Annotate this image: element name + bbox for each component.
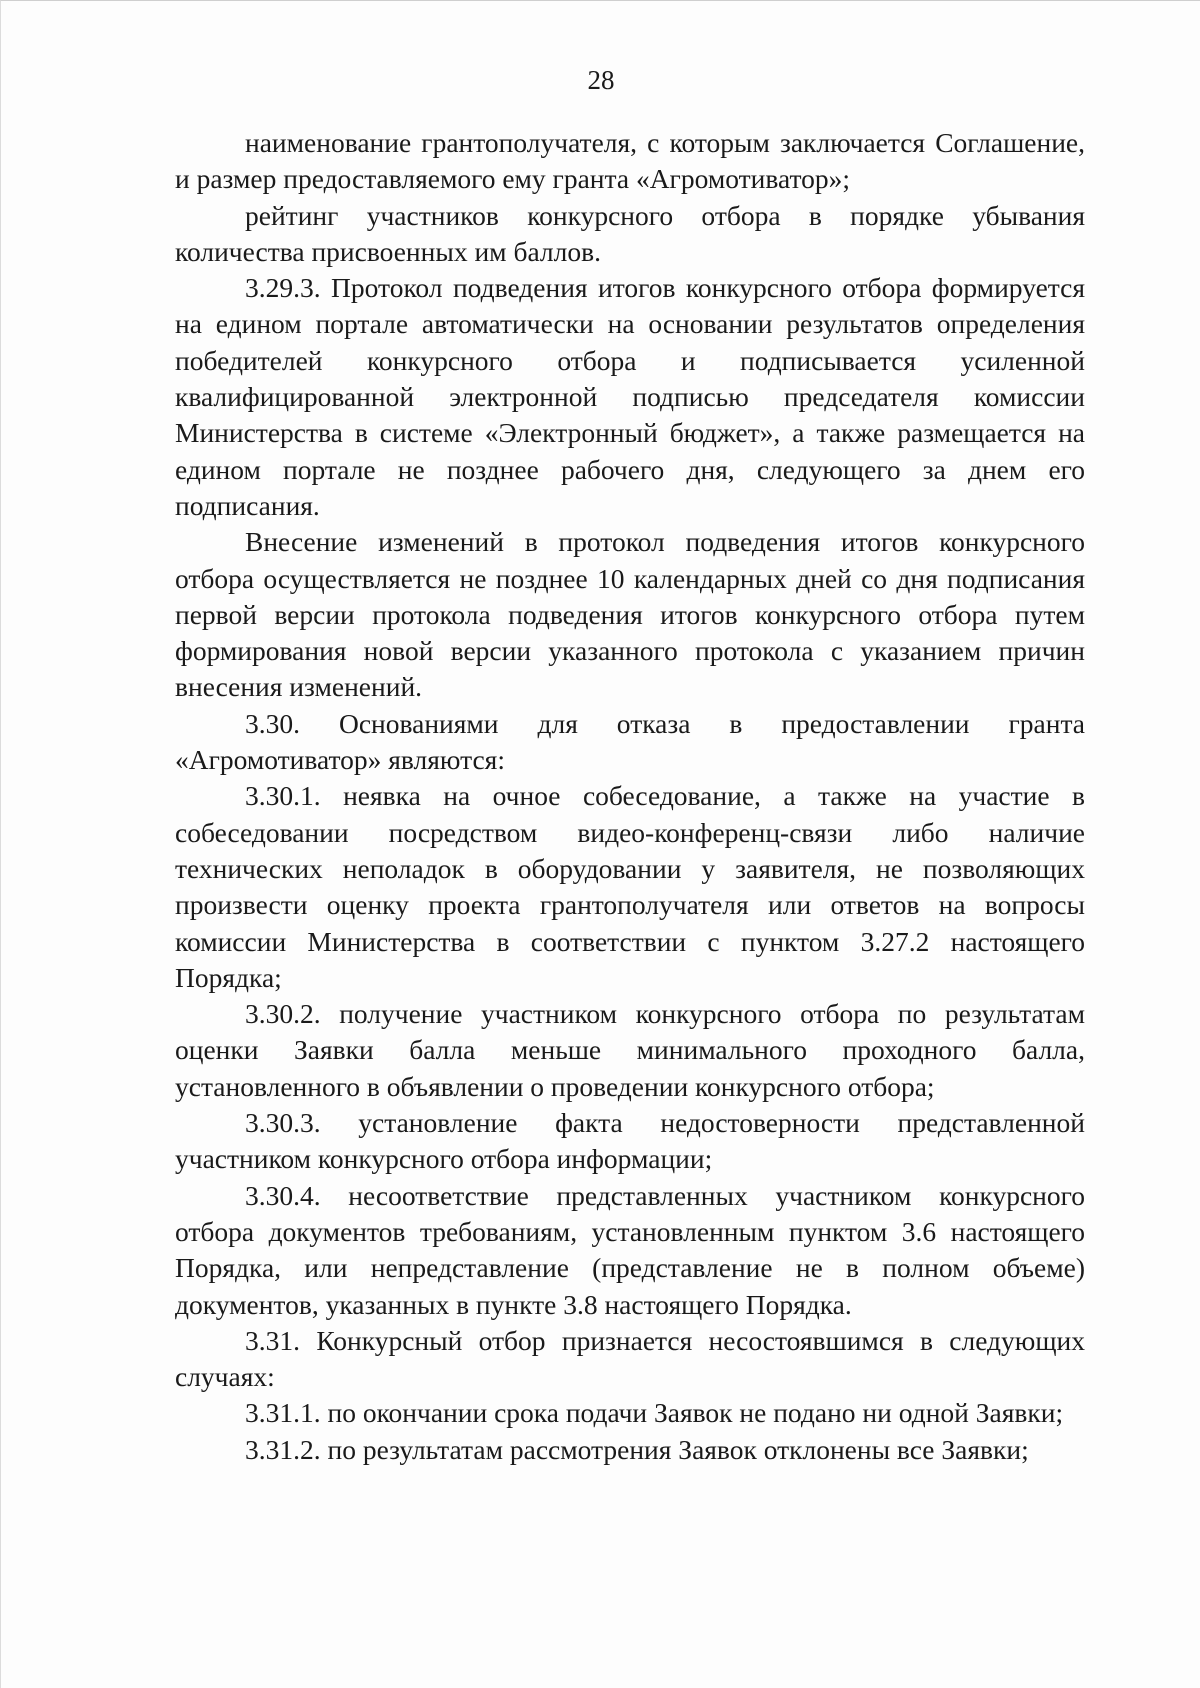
paragraph-3-30-4: 3.30.4. несоответствие представленных участником конкурсного отбора документов требованиям, установленным пунктом 3.6 настоящего Порядка, или непредставление (представление не в полном объеме) документов, указанных в пункте 3.8 настоящего Порядка. (175, 1179, 1085, 1320)
paragraph-grantee-name: наименование грантополучателя, с которым заключается Соглашение, и размер предоставляемого ему гранта «Агромотиватор»; (175, 127, 1085, 195)
paragraph-3-31-1: 3.31.1. по окончании срока подачи Заявок не подано ни одной Заявки; (245, 1397, 1064, 1429)
paragraph-protocol-changes: Внесение изменений в протокол подведения итогов конкурсного отбора осуществляется не позднее 10 календарных дней со дня подписания первой версии протокола подведения итогов конкурсного отбора путем формирования новой версии указанного протокола с указанием причин внесения изменений. (175, 526, 1085, 703)
paragraph-3-29-3: 3.29.3. Протокол подведения итогов конкурсного отбора формируется на едином портале автоматически на основании результатов определения победителей конкурсного отбора и подписывается усиленной квалифицированной электронной подписью председателя комиссии Министерства в системе «Электронный бюджет», а также размещается на едином портале не позднее рабочего дня, следующего за днем его подписания. (175, 272, 1085, 521)
paragraph-rating: рейтинг участников конкурсного отбора в порядке убывания количества присвоенных им баллов. (175, 199, 1085, 267)
paragraph-3-31-2: 3.31.2. по результатам рассмотрения Заявок отклонены все Заявки; (245, 1433, 1029, 1465)
document-body (175, 125, 1085, 1468)
paragraph-3-30-1: 3.30.1. неявка на очное собеседование, а также на участие в собеседовании посредством видео-конференц-связи либо наличие технических неполадок в оборудовании у заявителя, не позволяющих произвести оценку проекта грантополучателя или ответов на вопросы комиссии Министерства в соответствии с пунктом 3.27.2 настоящего Порядка; (175, 780, 1085, 993)
paragraph-3-30-3: 3.30.3. установление факта недостоверности представленной участником конкурсного отбора информации; (175, 1107, 1085, 1175)
paragraph-3-30: 3.30. Основаниями для отказа в предоставлении гранта «Агромотиватор» являются: (175, 707, 1085, 776)
paragraph-3-30-2: 3.30.2. получение участником конкурсного отбора по результатам оценки Заявки балла меньше минимального проходного балла, установленного в объявлении о проведении конкурсного отбора; (175, 998, 1085, 1102)
paragraph-3-31: 3.31. Конкурсный отбор признается несостоявшимся в следующих случаях: (175, 1324, 1085, 1393)
page-number: 28 (587, 65, 615, 95)
